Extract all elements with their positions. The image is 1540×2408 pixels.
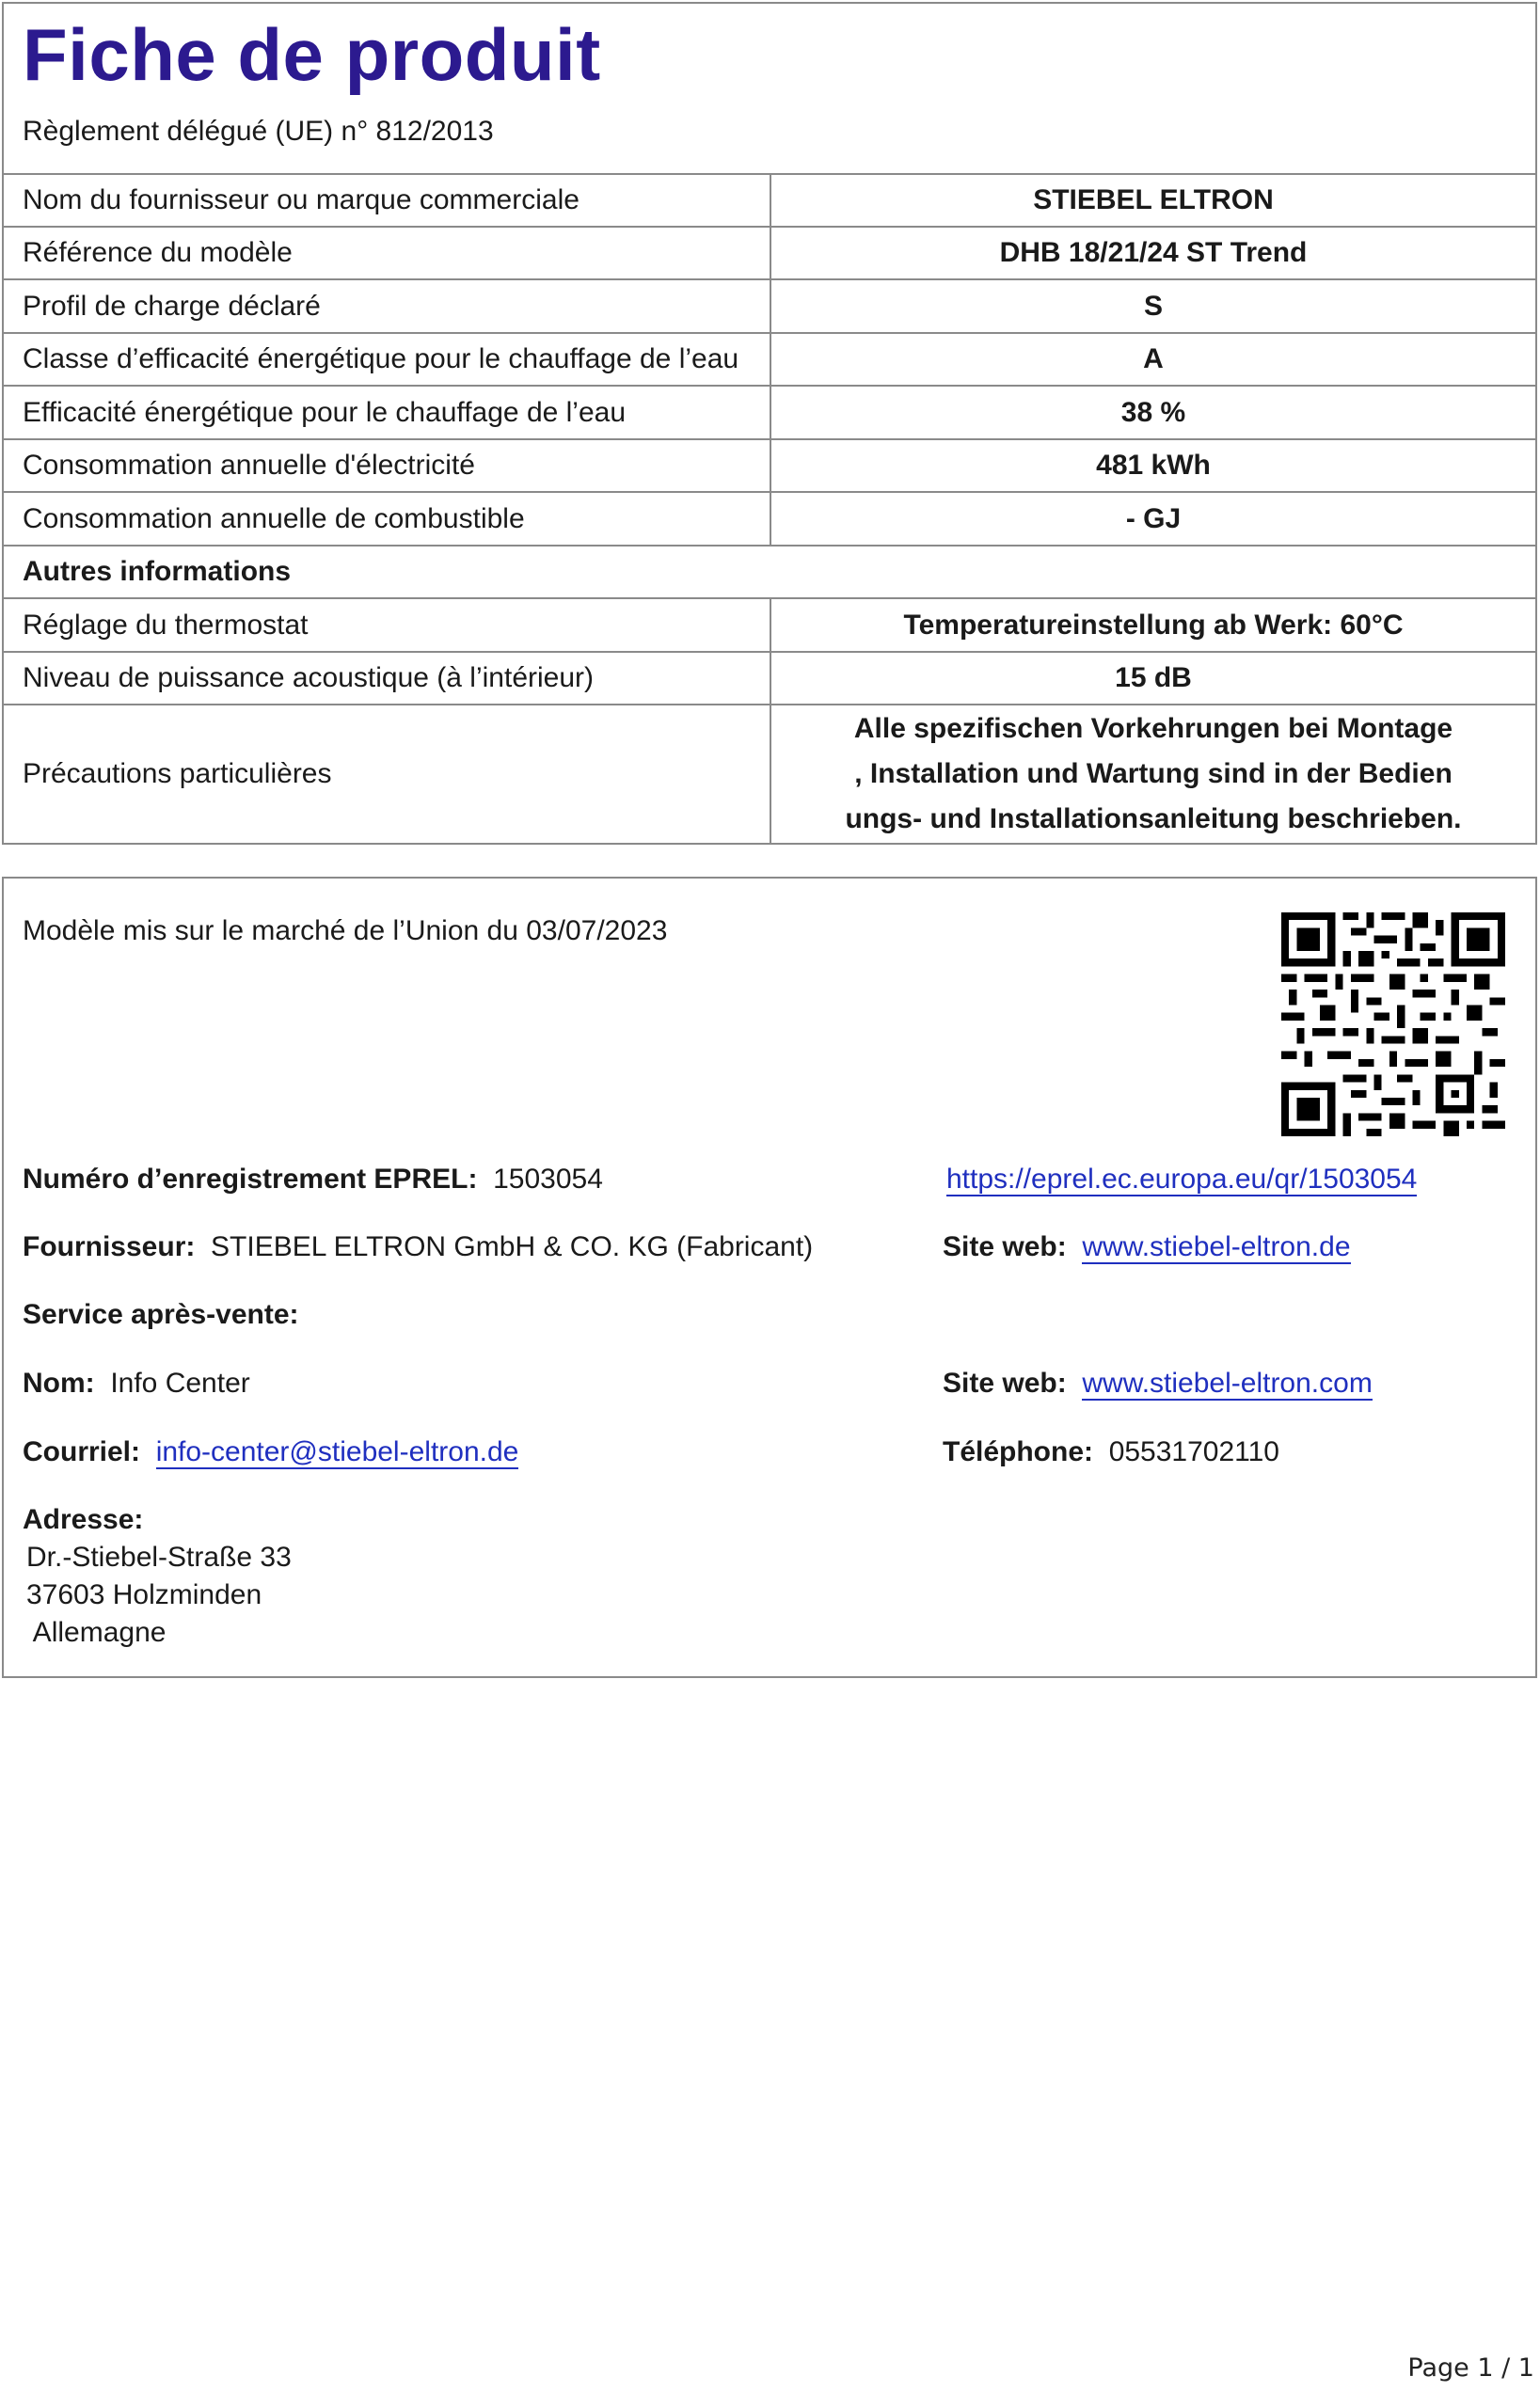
precautions-line: ungs- und Installationsanleitung beschrieben. — [845, 803, 1462, 834]
row-label: Consommation annuelle d'électricité — [4, 440, 771, 491]
table-row — [4, 704, 1535, 843]
website-label: Site web: — [943, 1368, 1067, 1399]
row-value: Temperatureinstellung ab Werk: 60°C — [903, 609, 1404, 641]
product-fiche-table — [2, 2, 1537, 845]
address-line: Allemagne — [26, 1617, 167, 1648]
address-label: Adresse: — [23, 1504, 144, 1535]
precautions-line: , Installation und Wartung sind in der Bedien — [854, 758, 1453, 789]
service-phone — [943, 1434, 1279, 1471]
registration-info-box — [2, 877, 1537, 1678]
supplier-website-link[interactable]: www.stiebel-eltron.de — [1082, 1231, 1351, 1262]
table-row — [4, 651, 1535, 704]
row-value: 15 dB — [1115, 662, 1192, 693]
eprel-registration — [23, 1161, 603, 1198]
row-label: Référence du modèle — [4, 228, 771, 278]
phone-label: Téléphone: — [943, 1436, 1094, 1467]
supplier — [23, 1228, 813, 1266]
table-row — [4, 385, 1535, 438]
table-row — [4, 278, 1535, 332]
row-label: Consommation annuelle de combustible — [4, 493, 771, 545]
row-value: 38 % — [1120, 396, 1186, 428]
qr-code-icon[interactable] — [1281, 912, 1505, 1136]
table-row — [4, 173, 1535, 226]
eprel-number: 1503054 — [493, 1164, 603, 1195]
email-link[interactable]: info-center@stiebel-eltron.de — [155, 1436, 519, 1467]
table-row — [4, 226, 1535, 278]
supplier-label: Fournisseur: — [23, 1231, 196, 1262]
service-website — [943, 1365, 1373, 1402]
address-line: Dr.-Stiebel-Straße 33 — [26, 1542, 292, 1573]
row-label: Classe d’efficacité énergétique pour le chauffage de l’eau — [4, 334, 771, 385]
page-title: Fiche de produit — [23, 13, 601, 96]
email-label: Courriel: — [23, 1436, 141, 1467]
row-label: Nom du fournisseur ou marque commerciale — [4, 175, 771, 226]
row-value: 481 kWh — [1096, 450, 1211, 481]
name-value: Info Center — [110, 1368, 250, 1399]
row-label: Réglage du thermostat — [4, 599, 771, 651]
row-value: STIEBEL ELTRON — [1033, 184, 1274, 215]
row-label: Précautions particulières — [4, 705, 771, 843]
row-value: - GJ — [1125, 502, 1182, 534]
service-website-link[interactable]: www.stiebel-eltron.com — [1082, 1368, 1373, 1399]
section-heading-row — [4, 545, 1535, 597]
precautions-value — [771, 705, 1535, 843]
table-row — [4, 491, 1535, 545]
name-label: Nom: — [23, 1368, 95, 1399]
eprel-label: Numéro d’enregistrement EPREL: — [23, 1164, 478, 1195]
market-placement-date: Modèle mis sur le marché de l’Union du 03/07/2023 — [23, 915, 668, 946]
row-value: A — [1143, 343, 1164, 374]
eprel-link-container — [946, 1161, 1417, 1198]
other-info-heading: Autres informations — [23, 556, 292, 587]
regulation-reference: Règlement délégué (UE) n° 812/2013 — [23, 116, 494, 147]
phone-value: 05531702110 — [1108, 1436, 1279, 1467]
supplier-value: STIEBEL ELTRON GmbH & CO. KG (Fabricant) — [211, 1231, 814, 1262]
table-row — [4, 438, 1535, 491]
address-line: 37603 Holzminden — [26, 1579, 262, 1610]
row-label: Profil de charge déclaré — [4, 280, 771, 332]
table-row — [4, 332, 1535, 385]
row-value: S — [1143, 290, 1163, 322]
service-email — [23, 1434, 518, 1471]
service-name — [23, 1365, 250, 1402]
eprel-link[interactable]: https://eprel.ec.europa.eu/qr/1503054 — [946, 1164, 1418, 1195]
row-label: Niveau de puissance acoustique (à l’intérieur) — [4, 653, 771, 704]
precautions-line: Alle spezifischen Vorkehrungen bei Montage — [853, 713, 1453, 744]
row-value: DHB 18/21/24 ST Trend — [999, 237, 1308, 268]
table-row — [4, 597, 1535, 651]
supplier-website — [943, 1228, 1351, 1266]
website-label: Site web: — [943, 1231, 1067, 1262]
page-number: Page 1 / 1 — [1407, 2353, 1534, 2383]
service-heading: Service après-vente: — [23, 1299, 299, 1330]
row-label: Efficacité énergétique pour le chauffage de l’eau — [4, 387, 771, 438]
